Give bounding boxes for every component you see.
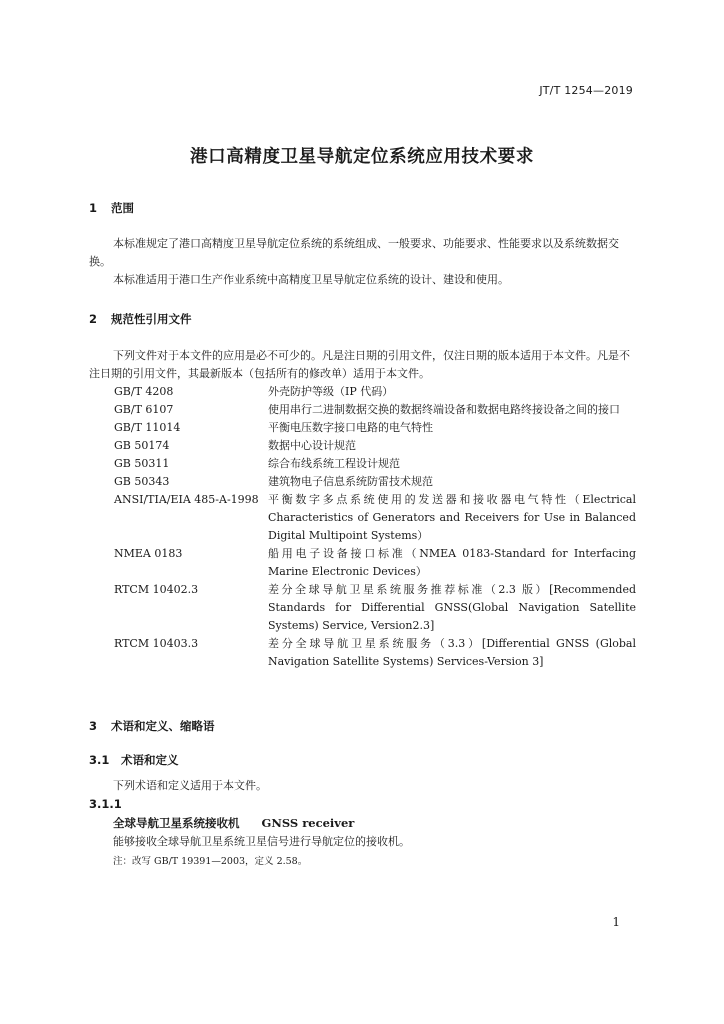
reference-title: 数据中心设计规范 [268,439,356,452]
document-title: 港口高精度卫星导航定位系统应用技术要求 [190,147,534,167]
reference-code: GB/T 6107 [114,403,174,416]
reference-code: GB 50174 [114,439,170,452]
section-2-title: 规范性引用文件 [111,312,192,326]
reference-title: 差分全球导航卫星系统服务推荐标准（2.3 版）[Recommended Standards for Differential GNSS(Global Navigation Satellite Systems) Service, Version2.3] [268,583,636,632]
section-3-1-heading [89,752,179,768]
section-1-heading [89,200,134,216]
reference-code: RTCM 10402.3 [114,583,199,596]
reference-code: GB/T 11014 [114,421,181,434]
term-definition: 能够接收全球导航卫星系统卫星信号进行导航定位的接收机。 [113,835,410,848]
reference-title: 平衡数字多点系统使用的发送器和接收器电气特性（Electrical Characteristics of Generators and Receivers for Use in Balanced Digital Multipoint Systems） [268,493,636,542]
term-note: 注：改写 GB/T 19391—2003，定义 2.58。 [113,856,308,867]
reference-row [114,473,636,491]
reference-code: ANSI/TIA/EIA 485-A-1998 [114,493,259,506]
section-1-para-1: 本标准规定了港口高精度卫星导航定位系统的系统组成、一般要求、功能要求、性能要求以及系统数据交换。 [89,237,619,268]
reference-row [114,635,636,671]
section-3-1-title: 术语和定义 [121,753,179,767]
reference-row [114,401,636,419]
reference-code: GB/T 4208 [114,385,174,398]
reference-title: 差分全球导航卫星系统服务（3.3）[Differential GNSS (Global Navigation Satellite Systems) Services-Version 3] [268,637,636,668]
reference-row [114,383,636,401]
section-2-heading [89,311,192,327]
section-1-title: 范围 [111,201,134,215]
section-3-1-number: 3.1 [89,753,110,767]
standard-code: JT/T 1254—2019 [539,84,633,97]
section-3-1-intro: 下列术语和定义适用于本文件。 [113,779,267,792]
reference-title: 建筑物电子信息系统防雷技术规范 [268,475,433,488]
section-3-number: 3 [89,719,98,733]
section-2-number: 2 [89,312,98,326]
section-1-para-2: 本标准适用于港口生产作业系统中高精度卫星导航定位系统的设计、建设和使用。 [113,273,509,286]
reference-code: GB 50311 [114,457,170,470]
reference-title: 外壳防护等级（IP 代码） [268,385,394,398]
reference-title: 船用电子设备接口标准（NMEA 0183-Standard for Interfacing Marine Electronic Devices） [268,547,636,578]
page-number: 1 [612,915,620,929]
normative-reference-list [114,383,636,671]
section-3-heading [89,718,215,734]
reference-row [114,491,636,545]
reference-row [114,581,636,635]
reference-row [114,419,636,437]
reference-title: 平衡电压数字接口电路的电气特性 [268,421,433,434]
term-english: GNSS receiver [261,816,355,830]
reference-code: NMEA 0183 [114,547,183,560]
reference-row [114,437,636,455]
reference-title: 综合布线系统工程设计规范 [268,457,400,470]
reference-row [114,455,636,473]
term-chinese: 全球导航卫星系统接收机 [113,816,240,830]
section-1-number: 1 [89,201,98,215]
term-number: 3.1.1 [89,797,122,811]
section-2-intro: 下列文件对于本文件的应用是必不可少的。凡是注日期的引用文件，仅注日期的版本适用于本文件。凡是不注日期的引用文件，其最新版本（包括所有的修改单）适用于本文件。 [89,349,630,380]
reference-row [114,545,636,581]
term-heading [113,815,354,831]
reference-code: RTCM 10403.3 [114,637,199,650]
reference-title: 使用串行二进制数据交换的数据终端设备和数据电路终接设备之间的接口 [268,403,620,416]
section-3-title: 术语和定义、缩略语 [111,719,215,733]
reference-code: GB 50343 [114,475,170,488]
